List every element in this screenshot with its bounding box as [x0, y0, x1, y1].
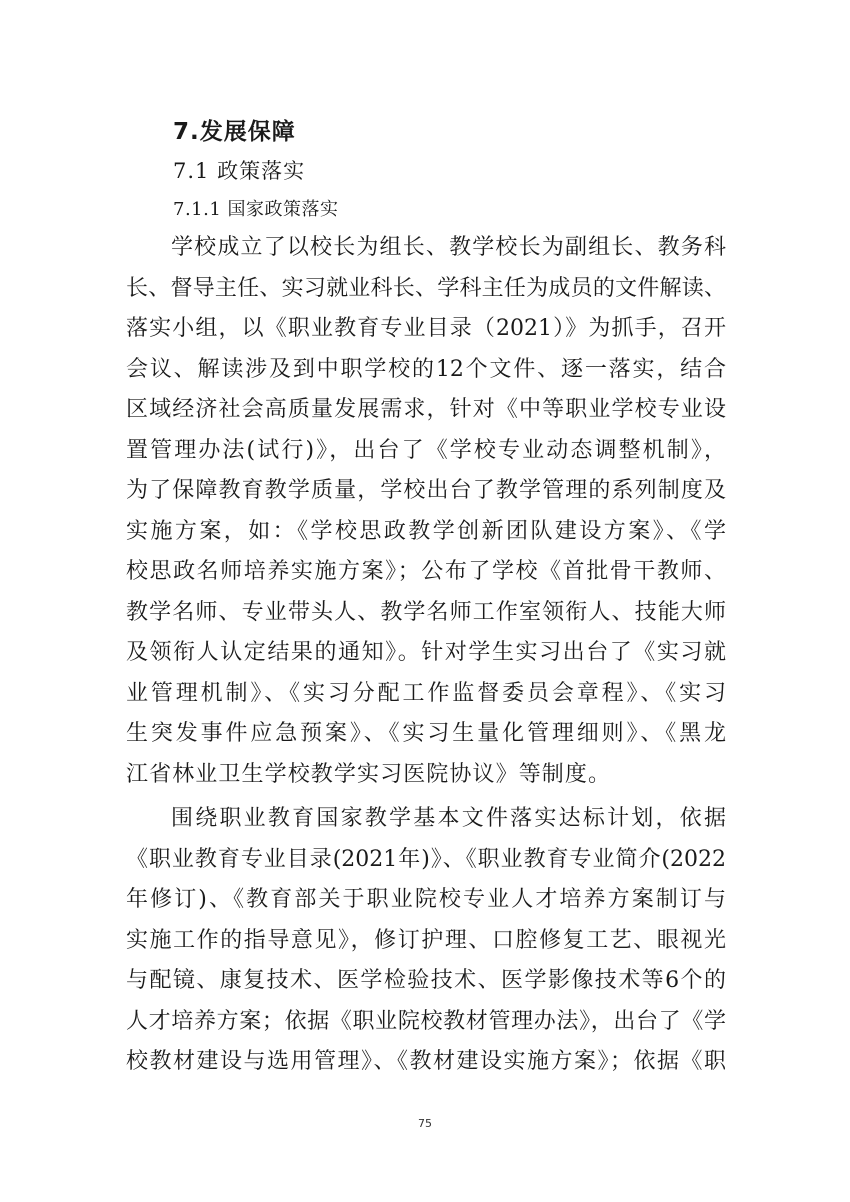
- paragraph-line: 会议、解读涉及到中职学校的12个文件、逐一落实，结合: [126, 356, 726, 382]
- page-number: 75: [418, 1117, 432, 1130]
- paragraph-line: 业管理机制》、《实习分配工作监督委员会章程》、《实习: [126, 680, 726, 706]
- subsection-heading: 7.1 政策落实: [173, 159, 306, 183]
- paragraph-line: 实施方案，如：《学校思政教学创新团队建设方案》、《学: [126, 518, 726, 544]
- paragraph-line: 年修订)、《教育部关于职业院校专业人才培养方案制订与: [126, 887, 726, 912]
- paragraph-line: 校思政名师培养实施方案》；公布了学校《首批骨干教师、: [126, 559, 726, 584]
- paragraph-line: 置管理办法(试行)》，出台了《学校专业动态调整机制》，: [126, 437, 726, 463]
- paragraph-line: 与配镜、康复技术、医学检验技术、医学影像技术等6个的: [126, 968, 726, 993]
- paragraph-line: 落实小组，以《职业教育专业目录（2021）》为抓手，召开: [126, 316, 726, 341]
- paragraph-line: 校教材建设与选用管理》、《教材建设实施方案》；依据《职: [126, 1049, 726, 1074]
- sub-subsection-heading: 7.1.1 国家政策落实: [173, 199, 339, 220]
- paragraph-line: 实施工作的指导意见》，修订护理、口腔修复工艺、眼视光: [126, 927, 726, 953]
- paragraph-line: 及领衔人认定结果的通知》。针对学生实习出台了《实习就: [126, 640, 726, 665]
- paragraph-line: 人才培养方案；依据《职业院校教材管理办法》，出台了《学: [126, 1008, 726, 1034]
- paragraph-line: 学校成立了以校长为组长、教学校长为副组长、教务科: [171, 235, 726, 260]
- paragraph-line: 生突发事件应急预案》、《实习生量化管理细则》、《黑龙: [126, 721, 726, 746]
- section-heading: 7.发展保障: [173, 119, 296, 145]
- paragraph-line: 教学名师、专业带头人、教学名师工作室领衔人、技能大师: [126, 599, 726, 625]
- paragraph-line: 围绕职业教育国家教学基本文件落实达标计划，依据: [171, 806, 726, 831]
- paragraph-line: 长、督导主任、实习就业科长、学科主任为成员的文件解读、: [126, 275, 726, 301]
- paragraph-line: 江省林业卫生学校教学实习医院协议》等制度。: [126, 761, 612, 787]
- paragraph-line: 《职业教育专业目录(2021年)》、《职业教育专业简介(2022: [126, 846, 726, 872]
- paragraph-line: 为了保障教育教学质量，学校出台了教学管理的系列制度及: [126, 478, 726, 503]
- paragraph-line: 区域经济社会高质量发展需求，针对《中等职业学校专业设: [126, 397, 726, 422]
